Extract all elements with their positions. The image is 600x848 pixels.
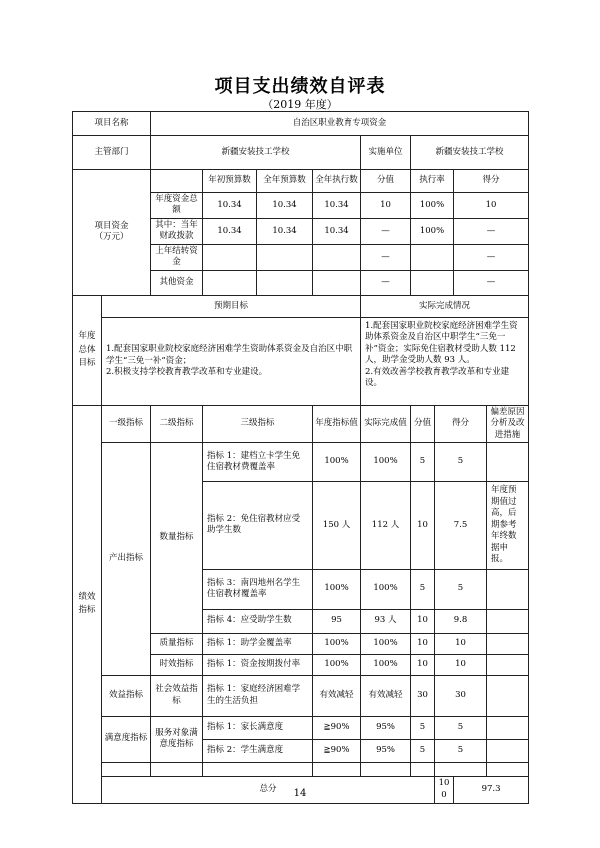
- total-score: 100: [435, 776, 454, 803]
- funds-header: 执行率: [411, 170, 454, 193]
- indicator-name: 指标 3：南四地州名学生住宿教材覆盖率: [203, 569, 313, 609]
- funds-cell: 10.34: [257, 193, 313, 219]
- funds-cell: [203, 244, 257, 270]
- funds-cell: 10.34: [313, 193, 361, 219]
- indicator-got: 10: [435, 633, 487, 654]
- page-number: 14: [293, 788, 307, 799]
- indicator-target: 150 人: [313, 482, 361, 569]
- funds-row-name: 上年结转资金: [151, 244, 203, 270]
- annual-goals-label: 年度总体目标: [73, 295, 102, 405]
- indicator-actual: 100%: [361, 443, 411, 482]
- spacer-cell: [203, 762, 313, 776]
- benefit-indicators-label: 效益指标: [102, 675, 151, 716]
- funds-cell: —: [361, 244, 411, 270]
- performance-indicators-label: 绩效指标: [73, 405, 102, 803]
- quality-indicators-label: 质量指标: [151, 633, 203, 654]
- goals-content-row: [73, 317, 529, 405]
- funds-cell: —: [361, 270, 411, 295]
- funds-cell: 10: [454, 193, 529, 219]
- total-label: 总分: [102, 776, 435, 803]
- indicator-score: 10: [411, 633, 435, 654]
- satisfaction-indicators-label: 满意度指标: [102, 716, 151, 762]
- service-satisfaction-indicators-label: 服务对象满意度指标: [151, 716, 203, 762]
- goals-header-row: [73, 295, 529, 317]
- self-evaluation-table: [72, 111, 529, 804]
- indicator-actual: 100%: [361, 569, 411, 609]
- spacer-cell: [411, 762, 435, 776]
- indicator-name: 指标 1：家长满意度: [203, 716, 313, 739]
- funds-header: 分值: [361, 170, 411, 193]
- funds-cell: 10.34: [257, 218, 313, 244]
- indicator-name: 指标 1：家庭经济困难学生的生活负担: [203, 675, 313, 716]
- implementing-unit-label: 实施单位: [361, 136, 411, 170]
- funds-row-name: 其中：当年财政拨款: [151, 218, 203, 244]
- spacer-cell: [151, 762, 203, 776]
- funds-cell: 100%: [411, 193, 454, 219]
- spacer-cell: [487, 762, 529, 776]
- funds-cell: 10.34: [203, 193, 257, 219]
- indicator-name: 指标 1：助学金覆盖率: [203, 633, 313, 654]
- indicator-target: ≧90%: [313, 739, 361, 762]
- funds-cell: —: [361, 218, 411, 244]
- indicator-got: 10: [435, 654, 487, 675]
- indicators-header: 一级指标: [102, 405, 151, 442]
- funds-cell: 10.34: [203, 218, 257, 244]
- indicator-name: 指标 1：资金按期拨付率: [203, 654, 313, 675]
- funds-header-blank: [151, 170, 203, 193]
- indicator-row: [73, 443, 529, 482]
- indicator-score: 30: [411, 675, 435, 716]
- indicators-header: 得分: [435, 405, 487, 442]
- total-got: 97.3: [454, 776, 529, 803]
- actual-completion-header: 实际完成情况: [361, 295, 529, 317]
- spacer-cell: [361, 762, 411, 776]
- funds-label: [73, 170, 151, 296]
- indicator-got: 5: [435, 569, 487, 609]
- funds-header: 全年预算数: [257, 170, 313, 193]
- indicator-got: 5: [435, 716, 487, 739]
- indicator-deviation: [487, 716, 529, 739]
- quantity-indicators-label: 数量指标: [151, 443, 203, 633]
- funds-cell: 10: [361, 193, 411, 219]
- indicator-actual: 93 人: [361, 609, 411, 633]
- indicator-deviation: [487, 654, 529, 675]
- funds-cell: [203, 270, 257, 295]
- indicator-actual: 100%: [361, 633, 411, 654]
- funds-cell: [313, 244, 361, 270]
- indicator-got: 7.5: [435, 482, 487, 569]
- indicators-header-row: [73, 405, 529, 442]
- spacer-cell: [313, 762, 361, 776]
- indicator-deviation: 年度预期值过高，后期参考年终数据申报。: [487, 482, 529, 569]
- project-name-label: 项目名称: [73, 112, 151, 136]
- indicator-score: 10: [411, 482, 435, 569]
- indicators-header: 偏差原因分析及改进措施: [487, 405, 529, 442]
- funds-cell: [313, 270, 361, 295]
- indicators-header: 三级指标: [203, 405, 313, 442]
- indicators-header: 分值: [411, 405, 435, 442]
- indicator-actual: 112 人: [361, 482, 411, 569]
- indicator-got: 30: [435, 675, 487, 716]
- indicator-score: 5: [411, 739, 435, 762]
- funds-unit: （万元）: [94, 232, 129, 243]
- project-name-row: [73, 112, 529, 136]
- page-title: 项目支出绩效自评表: [214, 76, 386, 97]
- indicator-name: 指标 1：建档立卡学生免住宿教材费覆盖率: [203, 443, 313, 482]
- indicators-header: 实际完成值: [361, 405, 411, 442]
- funds-header: 全年执行数: [313, 170, 361, 193]
- indicator-deviation: [487, 739, 529, 762]
- funds-cell: —: [454, 244, 529, 270]
- indicator-score: 5: [411, 716, 435, 739]
- indicator-score: 10: [411, 654, 435, 675]
- department-label: 主管部门: [73, 136, 151, 170]
- indicator-deviation: [487, 609, 529, 633]
- funds-header: 得分: [454, 170, 529, 193]
- indicator-name: 指标 2：学生满意度: [203, 739, 313, 762]
- funds-row-name: 其他资金: [151, 270, 203, 295]
- indicators-header: 二级指标: [151, 405, 203, 442]
- indicator-deviation: [487, 569, 529, 609]
- indicator-score: 5: [411, 569, 435, 609]
- timeliness-indicators-label: 时效指标: [151, 654, 203, 675]
- funds-row-name: 年度资金总额: [151, 193, 203, 219]
- funds-cell: [411, 244, 454, 270]
- output-indicators-label: 产出指标: [102, 443, 151, 675]
- spacer-cell: [102, 762, 151, 776]
- indicator-actual: 95%: [361, 739, 411, 762]
- funds-header: 年初预算数: [203, 170, 257, 193]
- indicator-target: 100%: [313, 654, 361, 675]
- indicator-spacer-row: [73, 762, 529, 776]
- indicator-target: 100%: [313, 443, 361, 482]
- funds-header-row: [73, 170, 529, 193]
- indicator-name: 指标 4：应受助学生数: [203, 609, 313, 633]
- indicator-got: 5: [435, 739, 487, 762]
- project-name-value: 自治区职业教育专项资金: [151, 112, 529, 136]
- indicator-target: 95: [313, 609, 361, 633]
- funds-cell: 100%: [411, 218, 454, 244]
- funds-cell: —: [454, 218, 529, 244]
- social-benefit-indicators-label: 社会效益指标: [151, 675, 203, 716]
- indicator-target: 100%: [313, 633, 361, 654]
- implementing-unit-value: 新疆安装技工学校: [411, 136, 529, 170]
- spacer-cell: [435, 762, 487, 776]
- indicator-target: 100%: [313, 569, 361, 609]
- actual-completion-text: 1.配套国家职业院校家庭经济困难学生资助体系资金及自治区中职学生“三免一补”资金；实际免住宿教材受助人数 112 人，助学金受助人数 93 人。 2.有效改善学校教育教学改革和专业建设。: [361, 317, 529, 405]
- indicator-deviation: [487, 675, 529, 716]
- indicator-actual: 100%: [361, 654, 411, 675]
- expected-goals-text: 1.配套国家职业院校家庭经济困难学生资助体系资金及自治区中职学生“三免一补”资金； 2.积极支持学校教育教学改革和专业建设。: [102, 317, 361, 405]
- funds-cell: [257, 244, 313, 270]
- indicators-header: 年度指标值: [313, 405, 361, 442]
- indicator-score: 10: [411, 609, 435, 633]
- indicator-deviation: [487, 443, 529, 482]
- indicator-target: 有效减轻: [313, 675, 361, 716]
- indicator-actual: 有效减轻: [361, 675, 411, 716]
- indicator-name: 指标 2：免住宿教材应受助学生数: [203, 482, 313, 569]
- funds-label-text: 项目资金: [94, 220, 129, 231]
- indicator-got: 5: [435, 443, 487, 482]
- indicator-deviation: [487, 633, 529, 654]
- indicator-got: 9.8: [435, 609, 487, 633]
- indicator-actual: 95%: [361, 716, 411, 739]
- funds-cell: 10.34: [313, 218, 361, 244]
- funds-cell: [411, 270, 454, 295]
- indicator-target: ≧90%: [313, 716, 361, 739]
- indicator-score: 5: [411, 443, 435, 482]
- expected-goals-header: 预期目标: [102, 295, 361, 317]
- funds-cell: —: [454, 270, 529, 295]
- indicator-row: [73, 716, 529, 739]
- funds-cell: [257, 270, 313, 295]
- department-value: 新疆安装技工学校: [151, 136, 361, 170]
- report-year: （2019 年度）: [262, 98, 338, 111]
- department-row: [73, 136, 529, 170]
- indicator-row: [73, 675, 529, 716]
